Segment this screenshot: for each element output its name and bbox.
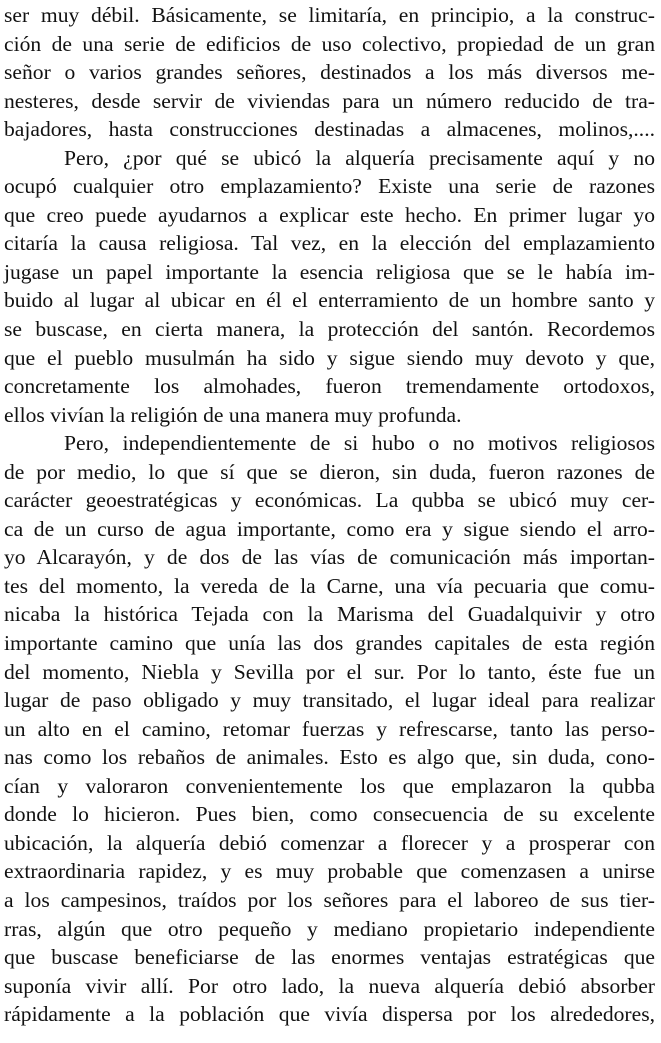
text-line: tes del momento, la vereda de la Carne, una vía pecuaria que comu- [4, 573, 655, 598]
text-line: Pero, independientemente de si hubo o no motivos religiosos [64, 431, 655, 456]
text-line: buido al lugar al ubicar en él el enterramiento de un hombre santo y [4, 288, 655, 313]
text-line: señor o varios grandes señores, destinados a los más diversos me- [4, 60, 655, 85]
text-line: rras, algún que otro pequeño y mediano propietario independiente [4, 916, 655, 941]
text-line: se buscase, en cierta manera, la protección del santón. Recordemos [4, 317, 655, 342]
text-line: importante camino que unía las dos grandes capitales de esta región [4, 631, 655, 656]
text-line: rápidamente a la población que vivía dispersa por los alrededores, [4, 1002, 655, 1027]
text-line: jugase un papel importante la esencia religiosa que se le había im- [4, 259, 655, 284]
text-line: ubicación, la alquería debió comenzar a florecer y a prosperar con [4, 830, 655, 855]
text-line: cían y valoraron convenientemente los que emplazaron la qubba [4, 773, 655, 798]
text-line: nas como los rebaños de animales. Esto es algo que, sin duda, cono- [4, 745, 655, 770]
text-line: extraordinaria rapidez, y es muy probable que comenzasen a unirse [4, 859, 655, 884]
paragraph-1 [4, 1, 655, 144]
text-line: lugar de paso obligado y muy transitado, el lugar ideal para realizar [4, 688, 655, 713]
text-line: carácter geoestratégicas y económicas. La qubba se ubicó muy cer- [4, 488, 655, 513]
text-line: ocupó cualquier otro emplazamiento? Existe una serie de razones [4, 174, 655, 199]
text-line: ción de una serie de edificios de uso colectivo, propiedad de un gran [4, 31, 655, 56]
text-line: ca de un curso de agua importante, como era y sigue siendo el arro- [4, 516, 655, 541]
text-line: nicaba la histórica Tejada con la Marisma del Guadalquivir y otro [4, 602, 655, 627]
text-line: bajadores, hasta construcciones destinadas a almacenes, molinos,.... [4, 117, 655, 142]
paragraph-3 [4, 429, 655, 1028]
text-line: concretamente los almohades, fueron tremendamente ortodoxos, [4, 374, 655, 399]
text-line: un alto en el camino, retomar fuerzas y refrescarse, tanto las perso- [4, 716, 655, 741]
text-line: que creo puede ayudarnos a explicar este hecho. En primer lugar yo [4, 202, 655, 227]
text-line: a los campesinos, traídos por los señores para el laboreo de sus tier- [4, 887, 655, 912]
text-line: nesteres, desde servir de viviendas para un número reducido de tra- [4, 88, 655, 113]
text-line: que el pueblo musulmán ha sido y sigue siendo muy devoto y que, [4, 345, 655, 370]
text-line: del momento, Niebla y Sevilla por el sur. Por lo tanto, éste fue un [4, 659, 655, 684]
text-line: Pero, ¿por qué se ubicó la alquería precisamente aquí y no [64, 145, 655, 170]
text-line: ser muy débil. Básicamente, se limitaría, en principio, a la construc- [4, 3, 655, 27]
document-page [4, 1, 655, 1029]
text-line: ellos vivían la religión de una manera muy profunda. [4, 402, 462, 427]
text-line: suponía vivir allí. Por otro lado, la nueva alquería debió absorber [4, 973, 655, 998]
paragraph-2 [4, 144, 655, 429]
text-line: que buscase beneficiarse de las enormes ventajas estratégicas que [4, 945, 655, 970]
text-line: donde lo hicieron. Pues bien, como consecuencia de su excelente [4, 802, 655, 827]
text-line: yo Alcarayón, y de dos de las vías de comunicación más importan- [4, 545, 655, 570]
text-line: de por medio, lo que sí que se dieron, sin duda, fueron razones de [4, 459, 655, 484]
text-line: citaría la causa religiosa. Tal vez, en la elección del emplazamiento [4, 231, 655, 256]
